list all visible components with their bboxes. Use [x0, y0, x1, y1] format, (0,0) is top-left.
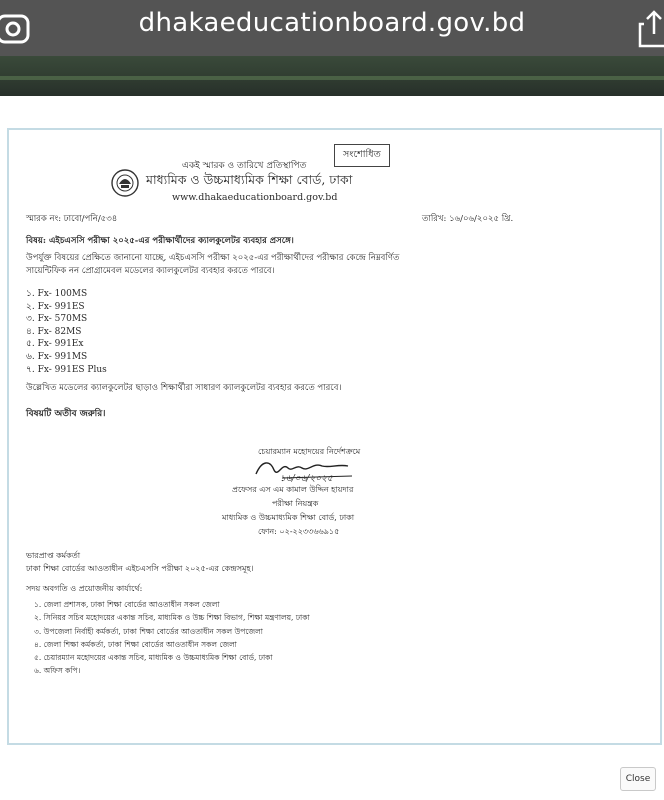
copy-item: ৪. জেলা শিক্ষা কর্মকর্তা, ঢাকা শিক্ষা বোর্ডের আওতাধীন সকল জেলা — [34, 639, 237, 649]
recipient-line: ঢাকা শিক্ষা বোর্ডের আওতাধীন এইচএসসি পরীক্ষা ২০২৫-এর কেন্দ্রসমূহ। — [26, 564, 254, 573]
recipient-label: ভারপ্রাপ্ত কর্মকর্তা — [26, 551, 81, 560]
copy-heading: সদয় অবগতি ও প্রয়োজনীয় কার্যার্থে: — [26, 584, 143, 593]
board-name: মাধ্যমিক ও উচ্চমাধ্যমিক শিক্ষা বোর্ড, ঢাকা — [146, 172, 353, 187]
signatory-name: প্রফেসর এস এম কামাল উদ্দিন হায়দার — [232, 485, 354, 494]
url-text[interactable]: dhakaeducationboard.gov.bd — [138, 8, 526, 38]
note-line: উল্লেখিত মডেলের ক্যালকুলেটর ছাড়াও শিক্ষার্থীরা সাধারণ ক্যালকুলেটর ব্যবহার করতে পারবে। — [26, 383, 342, 393]
browser-address-bar[interactable] — [0, 0, 664, 56]
board-logo-icon — [110, 168, 140, 198]
by-order-line: চেয়ারম্যান মহোদয়ের নির্দেশক্রমে — [258, 447, 361, 456]
body-line-2: সায়েন্টিফিক নন প্রোগ্রামেবল মডেলের ক্যালকুলেটর ব্যবহার করতে পারবে। — [26, 266, 275, 276]
copy-item: ১. জেলা প্রশাসক, ঢাকা শিক্ষা বোর্ডের আওতাধীন সকল জেলা — [34, 600, 220, 609]
site-header-background — [0, 56, 664, 96]
notice-document — [22, 138, 632, 728]
board-website: www.dhakaeducationboard.gov.bd — [172, 192, 338, 203]
close-button[interactable]: Close — [620, 767, 656, 791]
model-item: ৭. Fx- 991ES Plus — [26, 364, 107, 375]
signatory-title: পরীক্ষা নিয়ন্ত্রক — [272, 499, 319, 508]
model-item: ৫. Fx- 991Ex — [26, 339, 84, 350]
published-line: একই স্মারক ও তারিখে প্রতিস্থাপিত — [182, 161, 307, 171]
copy-item: ২. সিনিয়র সচিব মহোদয়ের একান্ত সচিব, মাধ্যমিক ও উচ্চ শিক্ষা বিভাগ, শিক্ষা মন্ত্রণালয়, ঢাকা — [34, 613, 310, 623]
copy-item: ৫. চেয়ারম্যান মহোদয়ের একান্ত সচিব, মাধ্যমিক ও উচ্চমাধ্যমিক শিক্ষা বোর্ড, ঢাকা — [34, 653, 273, 663]
copy-recipient-list — [34, 598, 310, 678]
model-item: ১. Fx- 100MS — [26, 289, 88, 299]
signature-date: ১৬/০৬/২০২৫ — [280, 474, 333, 484]
model-item: ২. Fx- 991ES — [26, 301, 85, 312]
model-item: ৬. Fx- 991MS — [26, 351, 88, 362]
copy-item: ৩. উপজেলা নির্বাহী কর্মকর্তা, ঢাকা শিক্ষা বোর্ডের আওতাধীন সকল উপজেলা — [34, 626, 263, 636]
urgent-line: বিষয়টি অতীব জরুরি। — [26, 409, 106, 419]
signatory-organization: মাধ্যমিক ও উচ্চমাধ্যমিক শিক্ষা বোর্ড, ঢাকা — [222, 513, 355, 522]
model-item: ৩. Fx- 570MS — [26, 314, 88, 325]
body-line-1: উপর্যুক্ত বিষয়ের প্রেক্ষিতে জানানো যাচ্ছে, এইচএসসি পরীক্ষা ২০২৫-এর পরীক্ষার্থীদের পরীক্ষার কেন্দ্রে নিম্নবর্ণিত — [26, 253, 400, 263]
memo-number: স্মারক নং: ঢাবো/পনি/৫৩৪ — [26, 214, 118, 224]
notice-date: তারিখ: ১৬/০৬/২০২৫ খ্রি. — [422, 214, 514, 224]
notice-subject: বিষয়: এইচএসসি পরীক্ষা ২০২৫-এর পরীক্ষার্থীদের ক্যালকুলেটর ব্যবহার প্রসঙ্গে। — [26, 236, 294, 246]
copy-item: ৬. অফিস কপি। — [34, 666, 81, 676]
calculator-model-list — [26, 288, 107, 376]
model-item: ৪. Fx- 82MS — [26, 326, 82, 337]
phone-number: ফোন: ০২-২২৩৩৬৬৯১৫ — [258, 527, 340, 536]
share-icon[interactable] — [638, 8, 664, 48]
corrected-stamp: সংশোধিত — [334, 144, 390, 167]
site-header-decoration — [0, 76, 664, 80]
